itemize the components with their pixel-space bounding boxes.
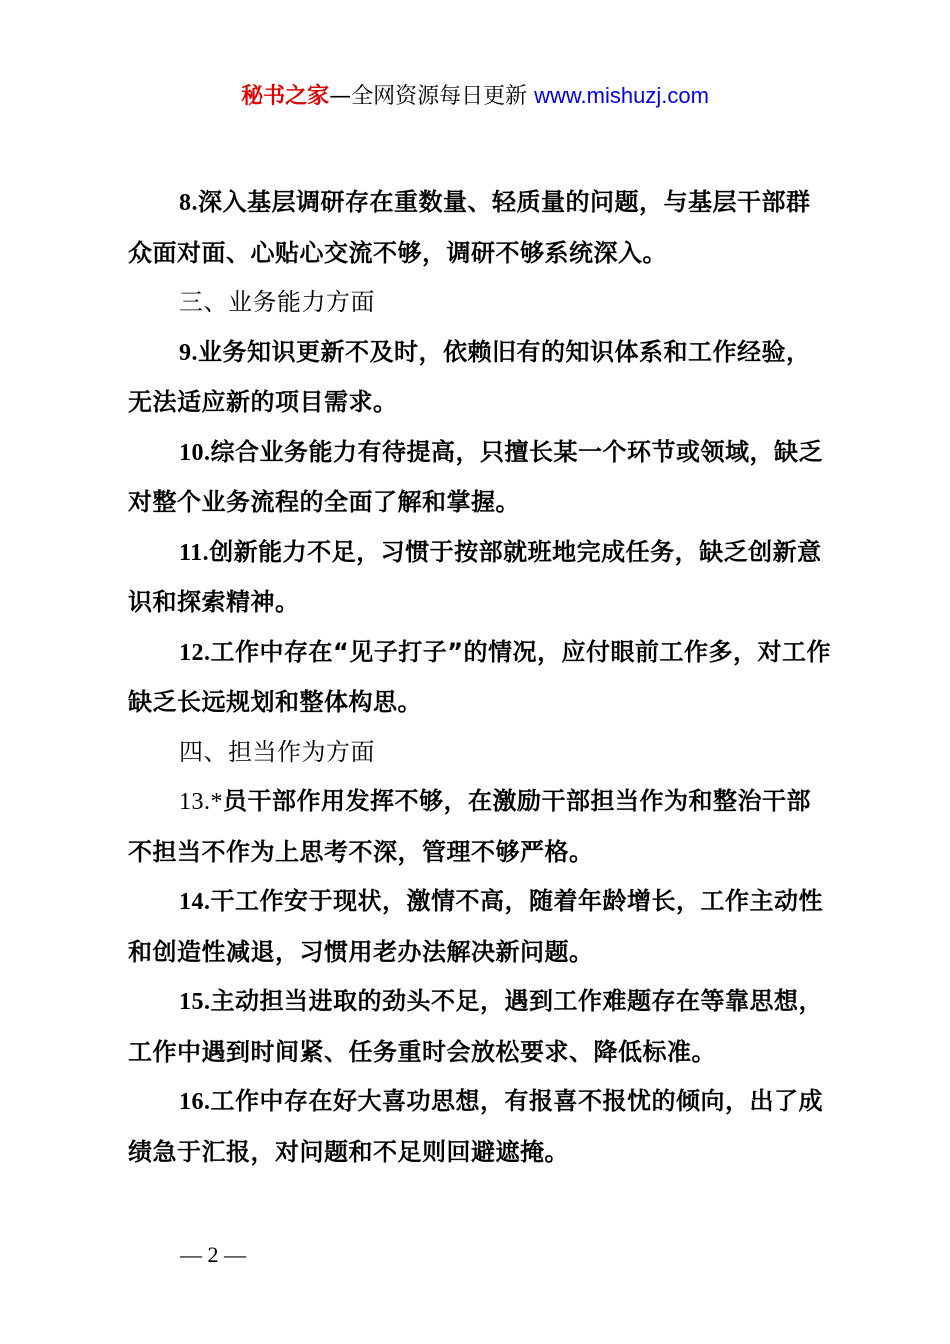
item-12: [128, 628, 834, 728]
item-text: 工作中存在好大喜功思想，有报喜不报忧的倾向，出了成绩急于汇报，对问题和不足则回避遮掩。: [128, 1087, 823, 1166]
item-text: 主动担当进取的劲头不足，遇到工作难题存在等靠思想，工作中遇到时间紧、任务重时会放松要求、降低标准。: [128, 987, 823, 1066]
item-number: 16.: [179, 1089, 211, 1115]
item-14: [128, 877, 834, 977]
page-header: [0, 80, 950, 113]
item-10: [128, 428, 834, 528]
section-heading-responsibility: 四、担当作为方面: [179, 737, 375, 766]
document-body: [128, 178, 834, 1177]
item-text: 业务知识更新不及时，依赖旧有的知识体系和工作经验，无法适应新的项目需求。: [128, 337, 811, 416]
item-9: [128, 328, 834, 428]
page-number: — 2 —: [180, 1242, 246, 1267]
item-number: 14.: [179, 889, 211, 915]
item-text: 综合业务能力有待提高，只擅长某一个环节或领域，缺乏对整个业务流程的全面了解和掌握。: [128, 437, 823, 516]
item-text: 员干部作用发挥不够，在激励干部担当作为和整治干部不担当不作为上思考不深，管理不够严格。: [128, 787, 811, 866]
item-number: 15.: [179, 989, 211, 1015]
item-13: [128, 777, 834, 877]
item-text: 干工作安于现状，激情不高，随着年龄增长，工作主动性和创造性减退，习惯用老办法解决新问题。: [128, 887, 823, 966]
item-number: 12.: [179, 639, 211, 666]
item-text: 创新能力不足，习惯于按部就班地完成任务，缺乏创新意识和探索精神。: [128, 537, 822, 616]
header-url[interactable]: www.mishuzj.com: [534, 83, 709, 108]
item-number: 13.*: [179, 789, 223, 815]
item-8: [128, 178, 834, 278]
item-16: [128, 1077, 834, 1177]
item-number: 11.: [179, 539, 210, 566]
item-number: 10.: [179, 439, 211, 466]
item-11: [128, 528, 834, 628]
item-15: [128, 977, 834, 1077]
brand-name: 秘书之家: [241, 84, 330, 109]
item-text: 深入基层调研存在重数量、轻质量的问题，与基层干部群众面对面、心贴心交流不够，调研不够系统深入。: [128, 188, 811, 267]
item-text: 工作中存在“见子打子”的情况，应付眼前工作多，对工作缺乏长远规划和整体构思。: [128, 637, 832, 716]
item-number: 9.: [179, 339, 198, 366]
item-number: 8.: [179, 190, 198, 216]
header-tagline: —全网资源每日更新: [329, 84, 535, 109]
section-heading-business: 三、业务能力方面: [179, 288, 375, 316]
